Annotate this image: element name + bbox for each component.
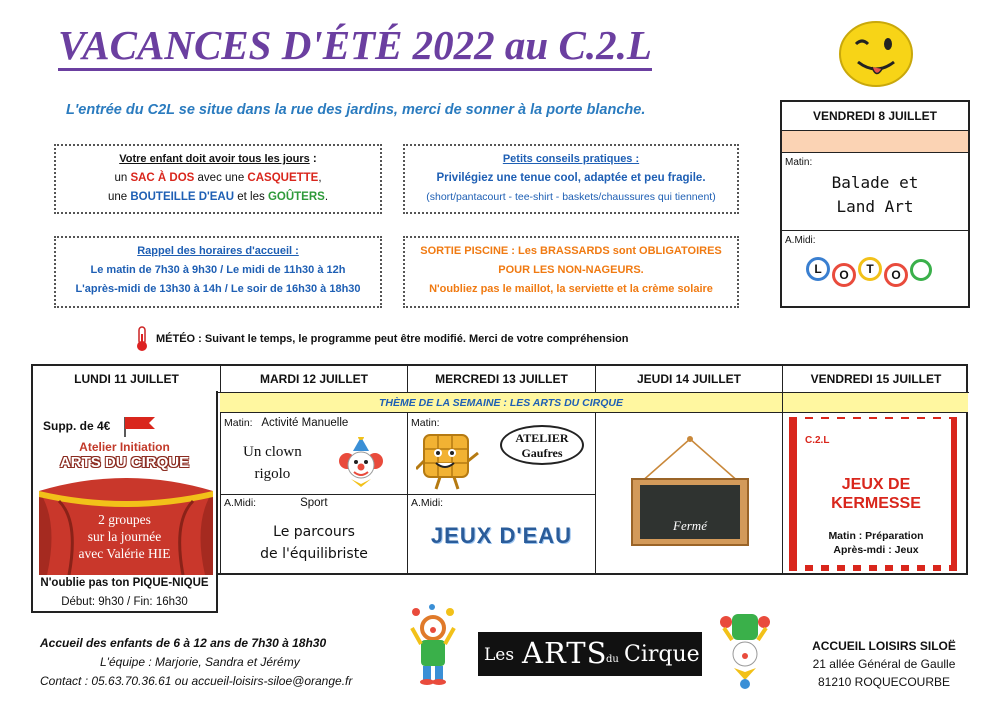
thursday-cell bbox=[595, 413, 782, 575]
meteo-note: MÉTÉO : Suivant le temps, le programme peut être modifié. Merci de votre compréhension bbox=[134, 326, 629, 352]
loto-ball-decor bbox=[910, 259, 932, 281]
flag-icon bbox=[123, 415, 163, 437]
wednesday-morning: Matin: ATELIER Gaufres bbox=[407, 413, 595, 495]
friday-cell: C.2.L JEUX DE KERMESSE Matin : Préparation Après-mdi : Jeux bbox=[782, 413, 968, 575]
loto-balls bbox=[806, 257, 932, 287]
wednesday-afternoon: A.Midi: JEUX D'EAU bbox=[407, 495, 595, 575]
week-theme: THÈME DE LA SEMAINE : LES ARTS DU CIRQUE bbox=[220, 393, 782, 413]
day-header-wednesday: MERCREDI 13 JUILLET bbox=[408, 366, 595, 393]
gouters: GOÛTERS bbox=[267, 191, 325, 203]
footer-info: Accueil des enfants de 6 à 12 ans de 7h30 à 18h30 L'équipe : Marjorie, Sandra et Jérémy Contact : 05.63.70.36.61 ou accueil-loisirs-siloe@orange.fr bbox=[40, 636, 353, 688]
box-horaires-head: Rappel des horaires d'accueil : bbox=[137, 245, 299, 257]
day-header-thursday: JEUDI 14 JUILLET bbox=[596, 366, 782, 393]
box-conseils-head: Petits conseils pratiques : bbox=[502, 153, 640, 165]
closed-chalkboard-icon bbox=[626, 435, 754, 553]
winking-smiley-icon bbox=[838, 20, 914, 88]
organization-info: ACCUEIL LOISIRS SILOË 21 allée Général de Gaulle 81210 ROQUECOURBE bbox=[812, 639, 956, 689]
box-piscine: SORTIE PISCINE : Les BRASSARDS sont OBLIGATOIRES POUR LES NON-NAGEURS. N'oubliez pas le maillot, la serviette et la crème solaire bbox=[403, 236, 739, 308]
friday-8-header: VENDREDI 8 JUILLET bbox=[782, 102, 968, 131]
loto-ball: T bbox=[858, 257, 882, 281]
entry-note: L'entrée du C2L se situe dans la rue des jardins, merci de sonner à la porte blanche. bbox=[66, 102, 646, 118]
box-horaires: Rappel des horaires d'accueil : Le matin de 7h30 à 9h30 / Le midi de 11h30 à 12h L'après-midi de 13h30 à 14h / Le soir de 16h30 à 18h30 bbox=[54, 236, 382, 308]
acrobat-clown-icon bbox=[716, 610, 774, 690]
day-header-monday: LUNDI 11 JUILLET bbox=[33, 366, 220, 393]
box-conseils: Petits conseils pratiques : Privilégiez une tenue cool, adaptée et peu fragile. (short/pantacourt - tee-shirt - baskets/chaussures qui tiennent) bbox=[403, 144, 739, 214]
closed-label: Fermé bbox=[673, 518, 707, 533]
clown-face-icon bbox=[339, 437, 383, 487]
juggling-clown-icon bbox=[410, 604, 456, 686]
groups-text: 2 groupes sur la journée avec Valérie HIE bbox=[78, 512, 171, 561]
casquette: CASQUETTE bbox=[247, 172, 319, 184]
sac-a-dos: SAC À DOS bbox=[130, 172, 195, 184]
loto-ball: L bbox=[806, 257, 830, 281]
tuesday-morning: Matin: Activité Manuelle Un clown rigolo bbox=[220, 413, 407, 495]
arts-du-cirque-logo: Les ARTS du Cirque bbox=[478, 632, 702, 676]
thermometer-icon bbox=[134, 326, 150, 352]
friday-8-afternoon: A.Midi: L O T O bbox=[782, 231, 968, 306]
friday-8-morning: Matin: Balade et Land Art bbox=[782, 153, 968, 231]
loto-ball: O bbox=[884, 263, 908, 287]
day-header-tuesday: MARDI 12 JUILLET bbox=[221, 366, 407, 393]
loto-ball: O bbox=[832, 263, 856, 287]
day-header-friday: VENDREDI 15 JUILLET bbox=[783, 366, 969, 393]
box-child-needs-head: Votre enfant doit avoir tous les jours bbox=[119, 153, 310, 165]
page-title: VACANCES D'ÉTÉ 2022 au C.2.L bbox=[58, 22, 652, 71]
waffle-icon bbox=[416, 431, 486, 493]
atelier-bubble: ATELIER Gaufres bbox=[500, 425, 584, 465]
box-child-needs: Votre enfant doit avoir tous les jours : un SAC À DOS avec une CASQUETTE, une BOUTEILLE D'EAU et les GOÛTERS. bbox=[54, 144, 382, 214]
tuesday-afternoon: A.Midi: Sport Le parcours de l'équilibriste bbox=[220, 495, 407, 575]
friday-color-band bbox=[782, 393, 968, 413]
friday-8-box bbox=[780, 100, 970, 308]
bouteille: BOUTEILLE D'EAU bbox=[130, 191, 235, 203]
friday-8-color-band bbox=[782, 131, 968, 153]
monday-cell: Supp. de 4€ Atelier Initiation ARTS DU CIRQUE 2 groupes sur la journée avec Valérie HIE N'oublie pas ton PIQUE-NIQUE Début: 9h30 / Fin: 16h30 bbox=[31, 391, 218, 613]
